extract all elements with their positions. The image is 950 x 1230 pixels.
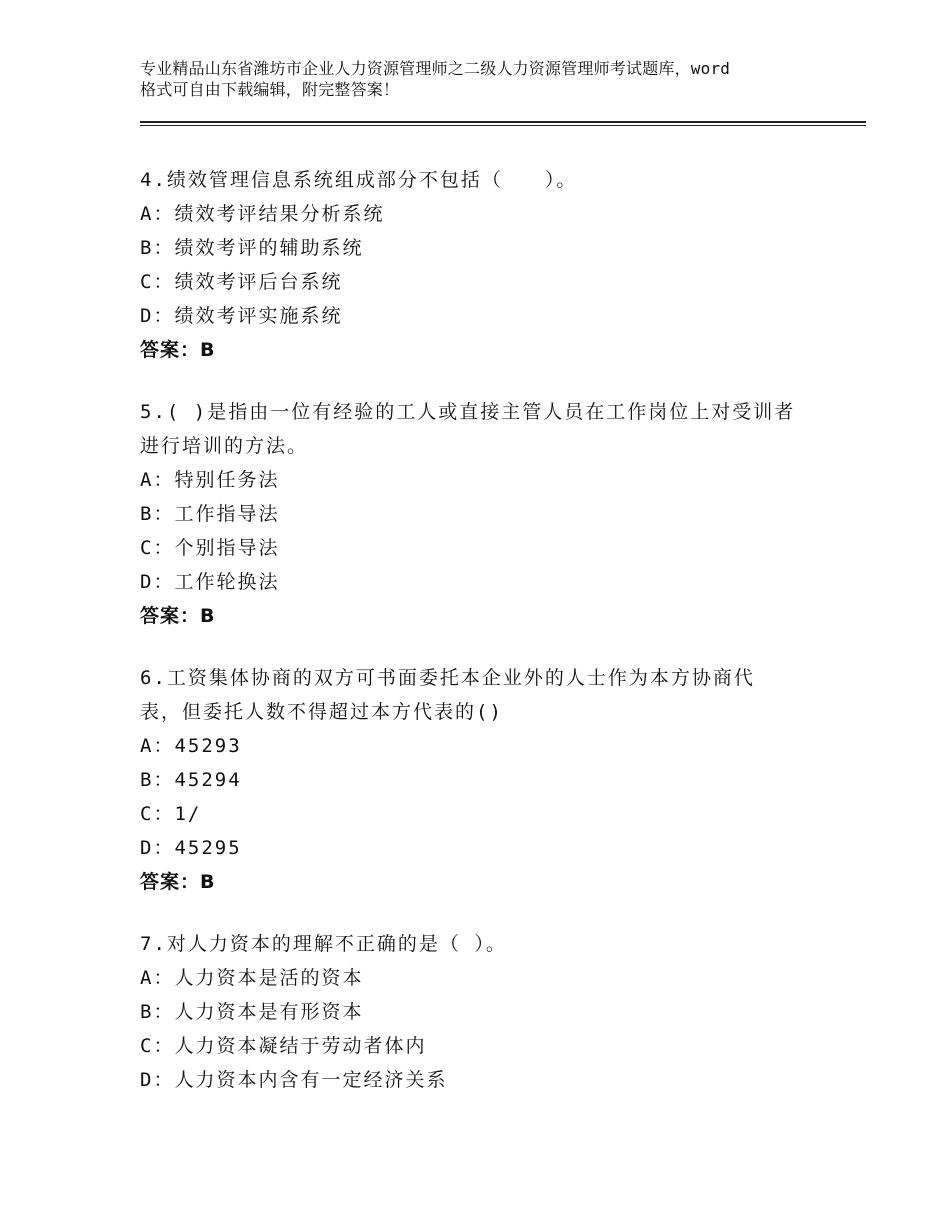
option-b: B：工作指导法 — [140, 503, 280, 525]
option-c: C：1/ — [140, 803, 202, 825]
question-text-line-1: 6.工资集体协商的双方可书面委托本企业外的人士作为本方协商代 — [140, 667, 755, 689]
header-divider-thick — [140, 121, 866, 123]
header-divider-thin — [140, 125, 866, 126]
header-line-2: 格式可自由下载编辑，附完整答案！ — [140, 80, 400, 99]
answer-label: 答案：B — [140, 605, 216, 627]
answer-label: 答案：B — [140, 871, 216, 893]
answer-label: 答案：B — [140, 339, 216, 361]
option-d: D：工作轮换法 — [140, 571, 280, 593]
option-d: D：人力资本内含有一定经济关系 — [140, 1069, 448, 1091]
header-line-1: 专业精品山东省潍坊市企业人力资源管理师之二级人力资源管理师考试题库，word — [140, 59, 731, 78]
question-text-line-1: 5.( )是指由一位有经验的工人或直接主管人员在工作岗位上对受训者 — [140, 401, 796, 423]
question-6 — [140, 661, 840, 899]
option-a: A：人力资本是活的资本 — [140, 967, 364, 989]
option-a: A：45293 — [140, 735, 242, 757]
option-c: C：人力资本凝结于劳动者体内 — [140, 1035, 427, 1057]
question-5 — [140, 395, 840, 633]
option-d: D：绩效考评实施系统 — [140, 305, 343, 327]
option-b: B：绩效考评的辅助系统 — [140, 237, 364, 259]
option-a: A：绩效考评结果分析系统 — [140, 203, 385, 225]
document-header — [140, 58, 830, 100]
question-4 — [140, 163, 840, 367]
question-text-line-2: 表，但委托人数不得超过本方代表的() — [140, 701, 503, 723]
option-b: B：45294 — [140, 769, 242, 791]
option-d: D：45295 — [140, 837, 242, 859]
option-c: C：绩效考评后台系统 — [140, 271, 343, 293]
option-b: B：人力资本是有形资本 — [140, 1001, 364, 1023]
option-c: C：个别指导法 — [140, 537, 280, 559]
question-text: 7.对人力资本的理解不正确的是（ ）。 — [140, 933, 507, 955]
question-7 — [140, 927, 840, 1097]
question-text: 4.绩效管理信息系统组成部分不包括（ ）。 — [140, 169, 578, 191]
question-text-line-2: 进行培训的方法。 — [140, 435, 309, 457]
question-list — [140, 163, 840, 1125]
option-a: A：特别任务法 — [140, 469, 280, 491]
